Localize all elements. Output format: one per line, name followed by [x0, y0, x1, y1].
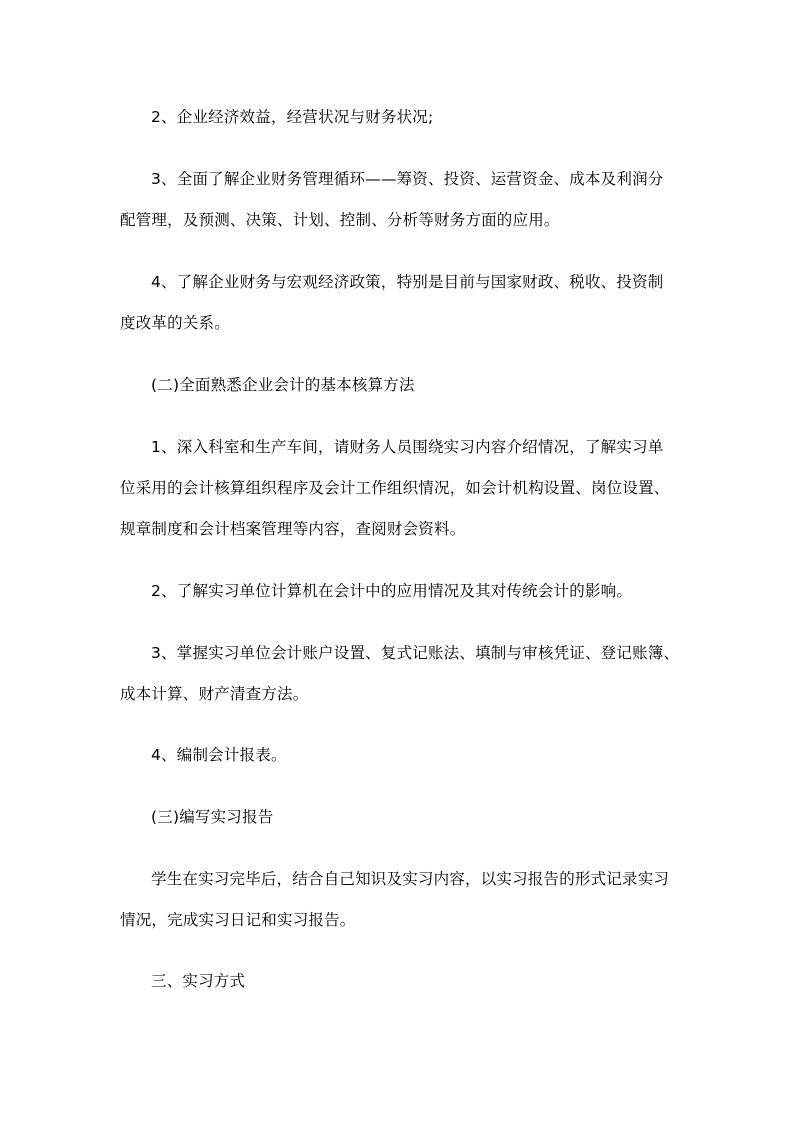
paragraph-line: 2、企业经济效益，经营状况与财务状况; — [151, 108, 434, 126]
paragraph-line: 度改革的关系。 — [120, 314, 230, 332]
paragraph-line: 配管理，及预测、决策、计划、控制、分析等财务方面的应用。 — [120, 211, 560, 229]
paragraph-line: 学生在实习完毕后，结合自己知识及实习内容，以实习报告的形式记录实习 — [151, 870, 670, 888]
paragraph-line: (三)编写实习报告 — [151, 808, 274, 826]
paragraph-financial-statements — [120, 735, 680, 776]
paragraph-line: 成本计算、财产清查方法。 — [120, 685, 309, 703]
paragraph-line: (二)全面熟悉企业会计的基本核算方法 — [151, 376, 415, 394]
paragraph-report-writing — [120, 859, 680, 941]
paragraph-line: 3、全面了解企业财务管理循环——筹资、投资、运营资金、成本及利润分 — [151, 170, 664, 188]
paragraph-bookkeeping-methods — [120, 633, 680, 715]
paragraph-workshop-visit — [120, 427, 680, 550]
paragraph-line: 位采用的会计核算组织程序及会计工作组织情况，如会计机构设置、岗位设置、 — [120, 479, 670, 497]
paragraph-line: 1、深入科室和生产车间，请财务人员围绕实习内容介绍情况，了解实习单 — [151, 438, 664, 456]
paragraph-macro-policy — [120, 262, 680, 344]
paragraph-line: 3、掌握实习单位会计账户设置、复式记账法、填制与审核凭证、登记账簿、 — [151, 644, 680, 662]
paragraph-line: 情况，完成实习日记和实习报告。 — [120, 911, 356, 929]
paragraph-computer-accounting — [120, 571, 680, 612]
paragraph-line: 4、了解企业财务与宏观经济政策，特别是目前与国家财政、税收、投资制 — [151, 273, 664, 291]
paragraph-line: 4、编制会计报表。 — [151, 746, 287, 764]
paragraph-line: 规章制度和会计档案管理等内容，查阅财会资料。 — [120, 520, 466, 538]
paragraph-line: 2、了解实习单位计算机在会计中的应用情况及其对传统会计的影响。 — [151, 582, 633, 600]
section-heading-internship-report — [120, 797, 680, 838]
paragraph-line: 三、实习方式 — [151, 972, 246, 990]
paragraph-financial-cycle — [120, 159, 680, 241]
section-heading-accounting-methods — [120, 365, 680, 406]
paragraph-enterprise-benefits — [120, 97, 680, 138]
section-heading-internship-mode — [120, 961, 680, 1002]
